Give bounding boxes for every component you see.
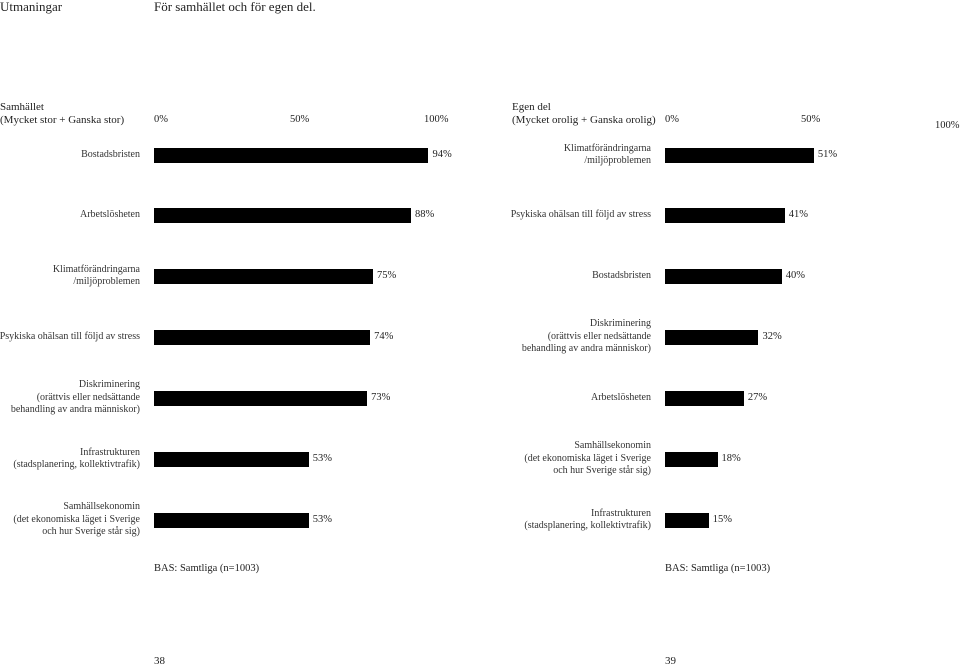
axis-tick-label: 100% (424, 114, 449, 125)
bar (665, 208, 785, 223)
category-label: Bostadsbristen (592, 269, 651, 281)
bar-value-label: 51% (817, 149, 838, 160)
bar (665, 391, 744, 406)
bar-value-label: 75% (377, 270, 397, 281)
category-label: Diskriminering (orättvis eller nedsättande behandling av andra människor) (10, 379, 140, 416)
category-label: Infrastrukturen (stadsplanering, kollektivtrafik) (524, 507, 651, 531)
bar (665, 269, 782, 284)
category-label: Arbetslösheten (591, 391, 651, 403)
axis-tick-label: 0% (665, 114, 679, 125)
bar (665, 513, 709, 528)
category-label: Samhällsekonomin (det ekonomiska läget i Sverige och hur Sverige står sig) (524, 440, 651, 477)
bar-value-label: 53% (312, 453, 332, 464)
bar-value-label: 32% (762, 331, 782, 342)
axis-tick-label: 50% (801, 114, 821, 125)
category-label: Klimatförändringarna /miljöproblemen (563, 142, 651, 166)
bar-value-label: 27% (747, 392, 768, 403)
bar-value-label: 74% (374, 331, 394, 342)
base-note: BAS: Samtliga (n=1003) (154, 563, 260, 574)
bar-value-label: 15% (712, 514, 733, 525)
axis-tick-label: 50% (290, 114, 310, 125)
category-label: Samhällsekonomin (det ekonomiska läget i Sverige och hur Sverige står sig) (13, 501, 140, 538)
bar (665, 148, 814, 163)
bar (154, 269, 373, 284)
bar (154, 391, 367, 406)
category-label: Psykiska ohälsan till följd av stress (0, 330, 140, 342)
category-label: Arbetslösheten (80, 208, 140, 220)
chart-title: Samhället (Mycket stor + Ganska stor) (0, 101, 125, 126)
category-label: Diskriminering (orättvis eller nedsättande behandling av andra människor) (521, 318, 651, 355)
bar-value-label: 88% (414, 209, 435, 220)
bar (154, 148, 428, 163)
bar-value-label: 41% (788, 209, 808, 220)
axis-tick-label: 0% (154, 114, 168, 125)
category-label: Psykiska ohälsan till följd av stress (510, 208, 651, 220)
bar-value-label: 53% (312, 514, 332, 525)
bar (154, 330, 370, 345)
section-subtitle: För samhället och för egen del. (154, 0, 316, 14)
bar-value-label: 40% (785, 270, 806, 281)
section-title: Utmaningar (0, 0, 63, 14)
category-label: Bostadsbristen (81, 148, 140, 160)
bar-value-label: 94% (432, 149, 452, 160)
category-label: Klimatförändringarna /miljöproblemen (52, 263, 140, 287)
bar (154, 452, 309, 467)
bar (665, 330, 758, 345)
bar (665, 452, 718, 467)
chart-title: Egen del (Mycket orolig + Ganska orolig) (512, 101, 656, 126)
base-note: BAS: Samtliga (n=1003) (665, 563, 771, 574)
bar (154, 513, 309, 528)
bar-value-label: 18% (721, 453, 741, 464)
page-number: 38 (154, 655, 165, 667)
category-label: Infrastrukturen (stadsplanering, kollektivtrafik) (13, 446, 140, 470)
page-number: 39 (665, 655, 676, 667)
axis-tick-label: 100% (935, 120, 960, 131)
bar (154, 208, 411, 223)
bar-value-label: 73% (371, 392, 391, 403)
